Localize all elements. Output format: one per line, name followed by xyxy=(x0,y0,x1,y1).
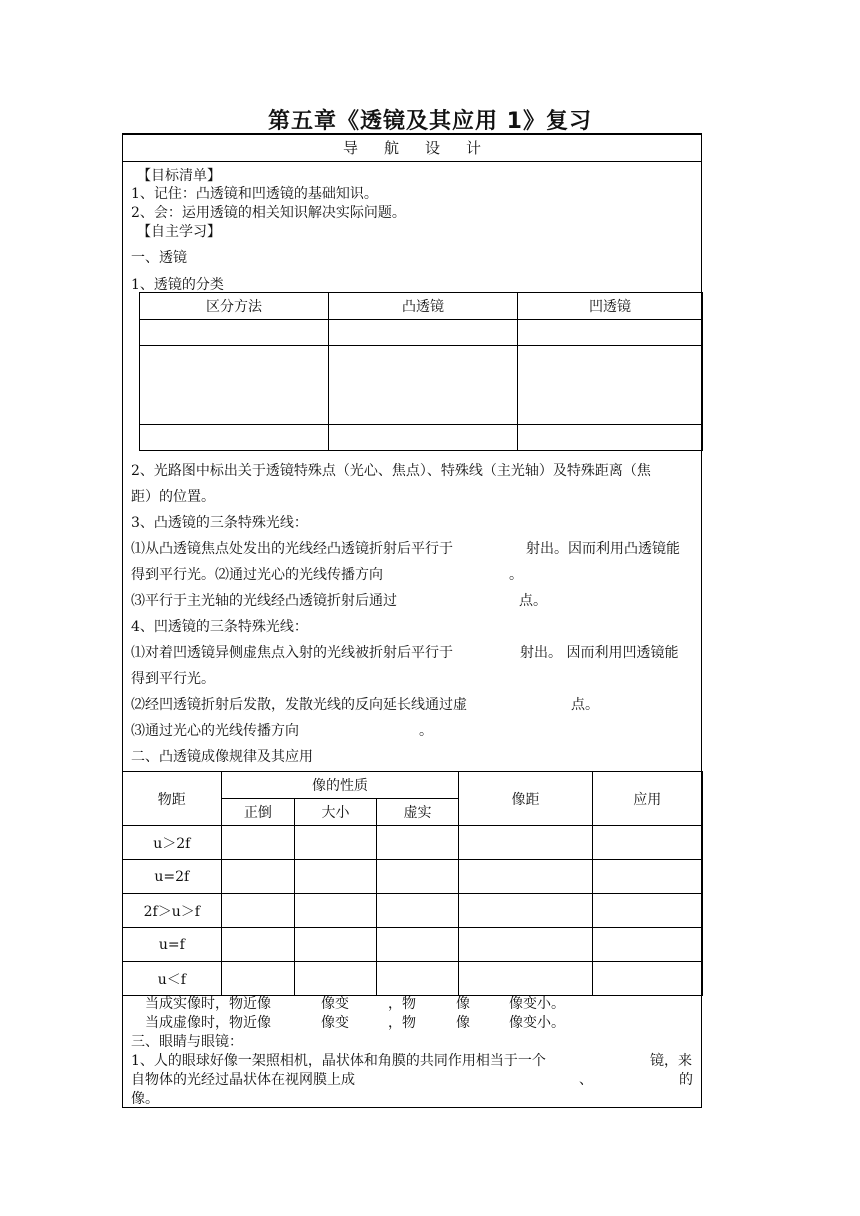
item-3-a-tail: 射出。因而利用凸透镜能 xyxy=(526,541,680,557)
real-image-rule-1: 当成实像时，物近像 xyxy=(145,996,271,1012)
section-2-heading: 二、凸透镜成像规律及其应用 xyxy=(131,749,313,765)
item-3-a-text: ⑴从凸透镜焦点处发出的光线经凸透镜折射后平行于 xyxy=(131,541,453,557)
eye-line-3: 像。 xyxy=(131,1091,159,1107)
table-header-cell: 区分方法 xyxy=(140,293,329,320)
eye-line-2-tail: 的 xyxy=(679,1072,693,1088)
page-title: 第五章《透镜及其应用 1》复习 xyxy=(268,109,592,134)
eye-line-2-text: 自物体的光经过晶状体在视网膜上成 xyxy=(131,1072,355,1088)
object-distance-cell: u=2f xyxy=(123,860,222,894)
goal-2: 2、会：运用透镜的相关知识解决实际问题。 xyxy=(131,205,406,221)
item-4-heading: 4、凹透镜的三条特殊光线： xyxy=(131,619,308,635)
item-4-a-tail: 射出。 因而利用凹透镜能 xyxy=(520,645,679,661)
item-2-line-1: 2、光路图中标出关于透镜特殊点（光心、焦点）、特殊线（主光轴）及特殊距离（焦 xyxy=(131,463,651,479)
item-1-heading: 1、透镜的分类 xyxy=(131,277,224,293)
nav-header: 导航设计 xyxy=(123,135,701,162)
object-distance-cell: u＜f xyxy=(123,962,222,996)
object-distance-cell: u＞2f xyxy=(123,826,222,860)
size-header: 大小 xyxy=(295,799,377,826)
virtual-image-rule-4: 像 xyxy=(456,1015,470,1031)
upright-header: 正倒 xyxy=(221,799,295,826)
goal-1: 1、记住：凸透镜和凹透镜的基础知识。 xyxy=(131,186,378,202)
table-cell xyxy=(329,425,518,451)
application-header: 应用 xyxy=(592,772,702,826)
eye-line-1-text: 1、人的眼球好像一架照相机，晶状体和角膜的共同作用相当于一个 xyxy=(131,1053,546,1069)
table-cell xyxy=(140,320,329,346)
eye-line-1-tail: 镜，来 xyxy=(650,1053,692,1069)
item-4-a-text: ⑴对着凹透镜异侧虚焦点入射的光线被折射后平行于 xyxy=(131,645,453,661)
table-header-cell: 凸透镜 xyxy=(329,293,518,320)
item-4-d-text: ⑶通过光心的光线传播方向 xyxy=(131,723,299,739)
object-distance-header: 物距 xyxy=(123,772,222,826)
real-image-rule-4: 像 xyxy=(456,996,470,1012)
item-3-b-tail: 。 xyxy=(509,567,523,583)
item-4-c-tail: 点。 xyxy=(571,697,599,713)
table-cell xyxy=(518,320,703,346)
self-study-header: 【自主学习】 xyxy=(137,224,221,240)
virtual-image-rule-1: 当成虚像时，物近像 xyxy=(145,1015,271,1031)
table-cell xyxy=(329,346,518,425)
item-3-b-text: 得到平行光。⑵通过光心的光线传播方向 xyxy=(131,567,383,583)
item-2-line-2: 距）的位置。 xyxy=(131,489,215,505)
table-cell xyxy=(518,425,703,451)
item-3-heading: 3、凸透镜的三条特殊光线： xyxy=(131,515,308,531)
virtual-image-rule-2: 像变 xyxy=(321,1015,349,1031)
table-cell xyxy=(329,320,518,346)
image-nature-header: 像的性质 xyxy=(221,772,459,799)
real-virtual-header: 虚实 xyxy=(376,799,459,826)
item-4-d-tail: 。 xyxy=(419,723,433,739)
real-image-rule-2: 像变 xyxy=(321,996,349,1012)
virtual-image-rule-3: ，物 xyxy=(388,1015,416,1031)
image-distance-header: 像距 xyxy=(459,772,592,826)
section-3-heading: 三、眼睛与眼镜： xyxy=(131,1034,243,1050)
table-cell xyxy=(518,346,703,425)
lens-classification-table xyxy=(139,292,703,451)
section-1-heading: 一、透镜 xyxy=(131,250,187,266)
table-header-cell: 凹透镜 xyxy=(518,293,703,320)
table-cell xyxy=(140,346,329,425)
goals-header: 【目标清单】 xyxy=(137,168,221,184)
table-cell xyxy=(140,425,329,451)
imaging-rules-table xyxy=(122,771,703,996)
worksheet-frame xyxy=(122,133,702,1108)
item-4-c-text: ⑵经凹透镜折射后发散，发散光线的反向延长线通过虚 xyxy=(131,697,467,713)
real-image-rule-3: ，物 xyxy=(388,996,416,1012)
object-distance-cell: 2f＞u＞f xyxy=(123,894,222,928)
object-distance-cell: u=f xyxy=(123,928,222,962)
virtual-image-rule-5: 像变小。 xyxy=(509,1015,565,1031)
item-3-c-text: ⑶平行于主光轴的光线经凸透镜折射后通过 xyxy=(131,593,397,609)
item-4-b-text: 得到平行光。 xyxy=(131,671,215,687)
real-image-rule-5: 像变小。 xyxy=(509,996,565,1012)
eye-line-2-mark: 、 xyxy=(579,1072,593,1088)
item-3-c-tail: 点。 xyxy=(519,593,547,609)
